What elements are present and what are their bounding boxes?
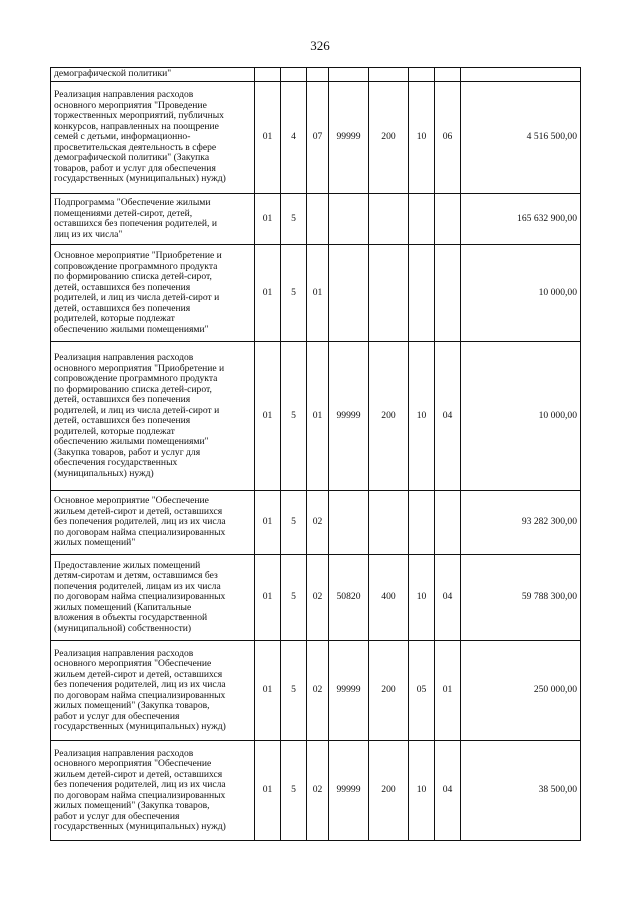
code-expense-type (369, 245, 409, 342)
code-subprogram: 5 (281, 641, 307, 741)
page-number: 326 (310, 38, 330, 53)
row-amount (461, 68, 581, 82)
code-expense-type: 200 (369, 641, 409, 741)
table-body (51, 68, 581, 841)
code-section: 05 (409, 641, 435, 741)
code-main-activity: 07 (307, 82, 329, 194)
code-subsection: 01 (435, 641, 461, 741)
row-amount: 38 500,00 (461, 741, 581, 841)
code-section (409, 245, 435, 342)
code-expense-direction: 50820 (329, 555, 369, 641)
code-main-activity (307, 68, 329, 82)
code-expense-type (369, 68, 409, 82)
code-main-activity: 01 (307, 342, 329, 491)
table-row (51, 641, 581, 741)
row-amount: 250 000,00 (461, 641, 581, 741)
code-subprogram: 5 (281, 491, 307, 555)
code-program: 01 (255, 555, 281, 641)
row-amount: 10 000,00 (461, 245, 581, 342)
row-description: Основное мероприятие "Приобретение и сопровождение программного продукта по формированию списка детей-сирот, детей, оставшихся без попечения родителей, и лиц из числа детей-сирот и детей, оставшихся без попечения родителей, которые подлежат обеспечению жилыми помещениями" (51, 245, 255, 342)
row-description: Реализация направления расходов основного мероприятия "Обеспечение жильем детей-сирот и детей, оставшихся без попечения родителей, лиц из их числа по договорам найма специализированных жилых помещений" (Закупка товаров, работ и услуг для обеспечения государственных (муниципальных) нужд) (51, 641, 255, 741)
table-row (51, 491, 581, 555)
code-subsection: 04 (435, 555, 461, 641)
code-expense-direction (329, 194, 369, 245)
code-subsection: 06 (435, 82, 461, 194)
row-amount: 93 282 300,00 (461, 491, 581, 555)
code-section (409, 194, 435, 245)
code-section: 10 (409, 342, 435, 491)
code-expense-type: 400 (369, 555, 409, 641)
code-program: 01 (255, 82, 281, 194)
code-expense-type: 200 (369, 342, 409, 491)
code-subprogram: 5 (281, 245, 307, 342)
code-subsection (435, 194, 461, 245)
table-row (51, 194, 581, 245)
code-subsection: 04 (435, 741, 461, 841)
code-expense-direction: 99999 (329, 741, 369, 841)
code-subprogram: 5 (281, 741, 307, 841)
row-description: Реализация направления расходов основного мероприятия "Приобретение и сопровождение программного продукта по формированию списка детей-сирот, детей, оставшихся без попечения родителей, и лиц из числа детей-сирот и детей, оставшихся без попечения родителей, которые подлежат обеспечению жилыми помещениями" (Закупка товаров, работ и услуг для обеспечения государственных (муниципальных) нужд) (51, 342, 255, 491)
code-expense-direction: 99999 (329, 342, 369, 491)
code-program (255, 68, 281, 82)
code-section: 10 (409, 555, 435, 641)
table-row (51, 741, 581, 841)
code-section: 10 (409, 82, 435, 194)
code-subsection (435, 245, 461, 342)
code-program: 01 (255, 641, 281, 741)
code-subsection: 04 (435, 342, 461, 491)
table-row (51, 68, 581, 82)
row-amount: 4 516 500,00 (461, 82, 581, 194)
code-expense-type: 200 (369, 741, 409, 841)
code-expense-direction (329, 491, 369, 555)
code-program: 01 (255, 342, 281, 491)
row-description: Реализация направления расходов основного мероприятия "Проведение торжественных мероприятий, публичных конкурсов, направленных на поощрение семей с детьми, информационно- просветительская деятельность в сфере демографической политики" (Закупка товаров, работ и услуг для обеспечения государственных (муниципальных) нужд) (51, 82, 255, 194)
code-expense-direction: 99999 (329, 82, 369, 194)
code-section (409, 68, 435, 82)
row-amount: 165 632 900,00 (461, 194, 581, 245)
code-section (409, 491, 435, 555)
code-main-activity (307, 194, 329, 245)
table-row (51, 245, 581, 342)
code-section: 10 (409, 741, 435, 841)
code-expense-direction (329, 68, 369, 82)
code-subprogram: 5 (281, 342, 307, 491)
code-subsection (435, 68, 461, 82)
code-subprogram (281, 68, 307, 82)
code-main-activity: 02 (307, 641, 329, 741)
row-description: Подпрограмма "Обеспечение жилыми помещениями детей-сирот, детей, оставшихся без попечения родителей, и лиц из их числа" (51, 194, 255, 245)
row-description: демографической политики" (51, 68, 255, 82)
code-program: 01 (255, 194, 281, 245)
row-amount: 10 000,00 (461, 342, 581, 491)
code-expense-type: 200 (369, 82, 409, 194)
code-program: 01 (255, 491, 281, 555)
code-program: 01 (255, 741, 281, 841)
code-expense-direction (329, 245, 369, 342)
code-main-activity: 01 (307, 245, 329, 342)
table-row (51, 555, 581, 641)
table-row (51, 342, 581, 491)
code-subsection (435, 491, 461, 555)
code-subprogram: 5 (281, 194, 307, 245)
code-main-activity: 02 (307, 491, 329, 555)
code-expense-type (369, 491, 409, 555)
code-subprogram: 5 (281, 555, 307, 641)
code-expense-type (369, 194, 409, 245)
code-main-activity: 02 (307, 741, 329, 841)
table-row (51, 82, 581, 194)
row-description: Реализация направления расходов основного мероприятия "Обеспечение жильем детей-сирот и детей, оставшихся без попечения родителей, лиц из их числа по договорам найма специализированных жилых помещений" (Закупка товаров, работ и услуг для обеспечения государственных (муниципальных) нужд) (51, 741, 255, 841)
row-description: Основное мероприятие "Обеспечение жильем детей-сирот и детей, оставшихся без попечения родителей, лиц из их числа по договорам найма специализированных жилых помещений" (51, 491, 255, 555)
code-expense-direction: 99999 (329, 641, 369, 741)
code-main-activity: 02 (307, 555, 329, 641)
row-description: Предоставление жилых помещений детям-сиротам и детям, оставшимся без попечения родителей, лицам из их числа по договорам найма специализированных жилых помещений (Капитальные вложения в объекты государственной (муниципальной) собственности) (51, 555, 255, 641)
row-amount: 59 788 300,00 (461, 555, 581, 641)
code-subprogram: 4 (281, 82, 307, 194)
code-program: 01 (255, 245, 281, 342)
budget-table (50, 67, 581, 841)
